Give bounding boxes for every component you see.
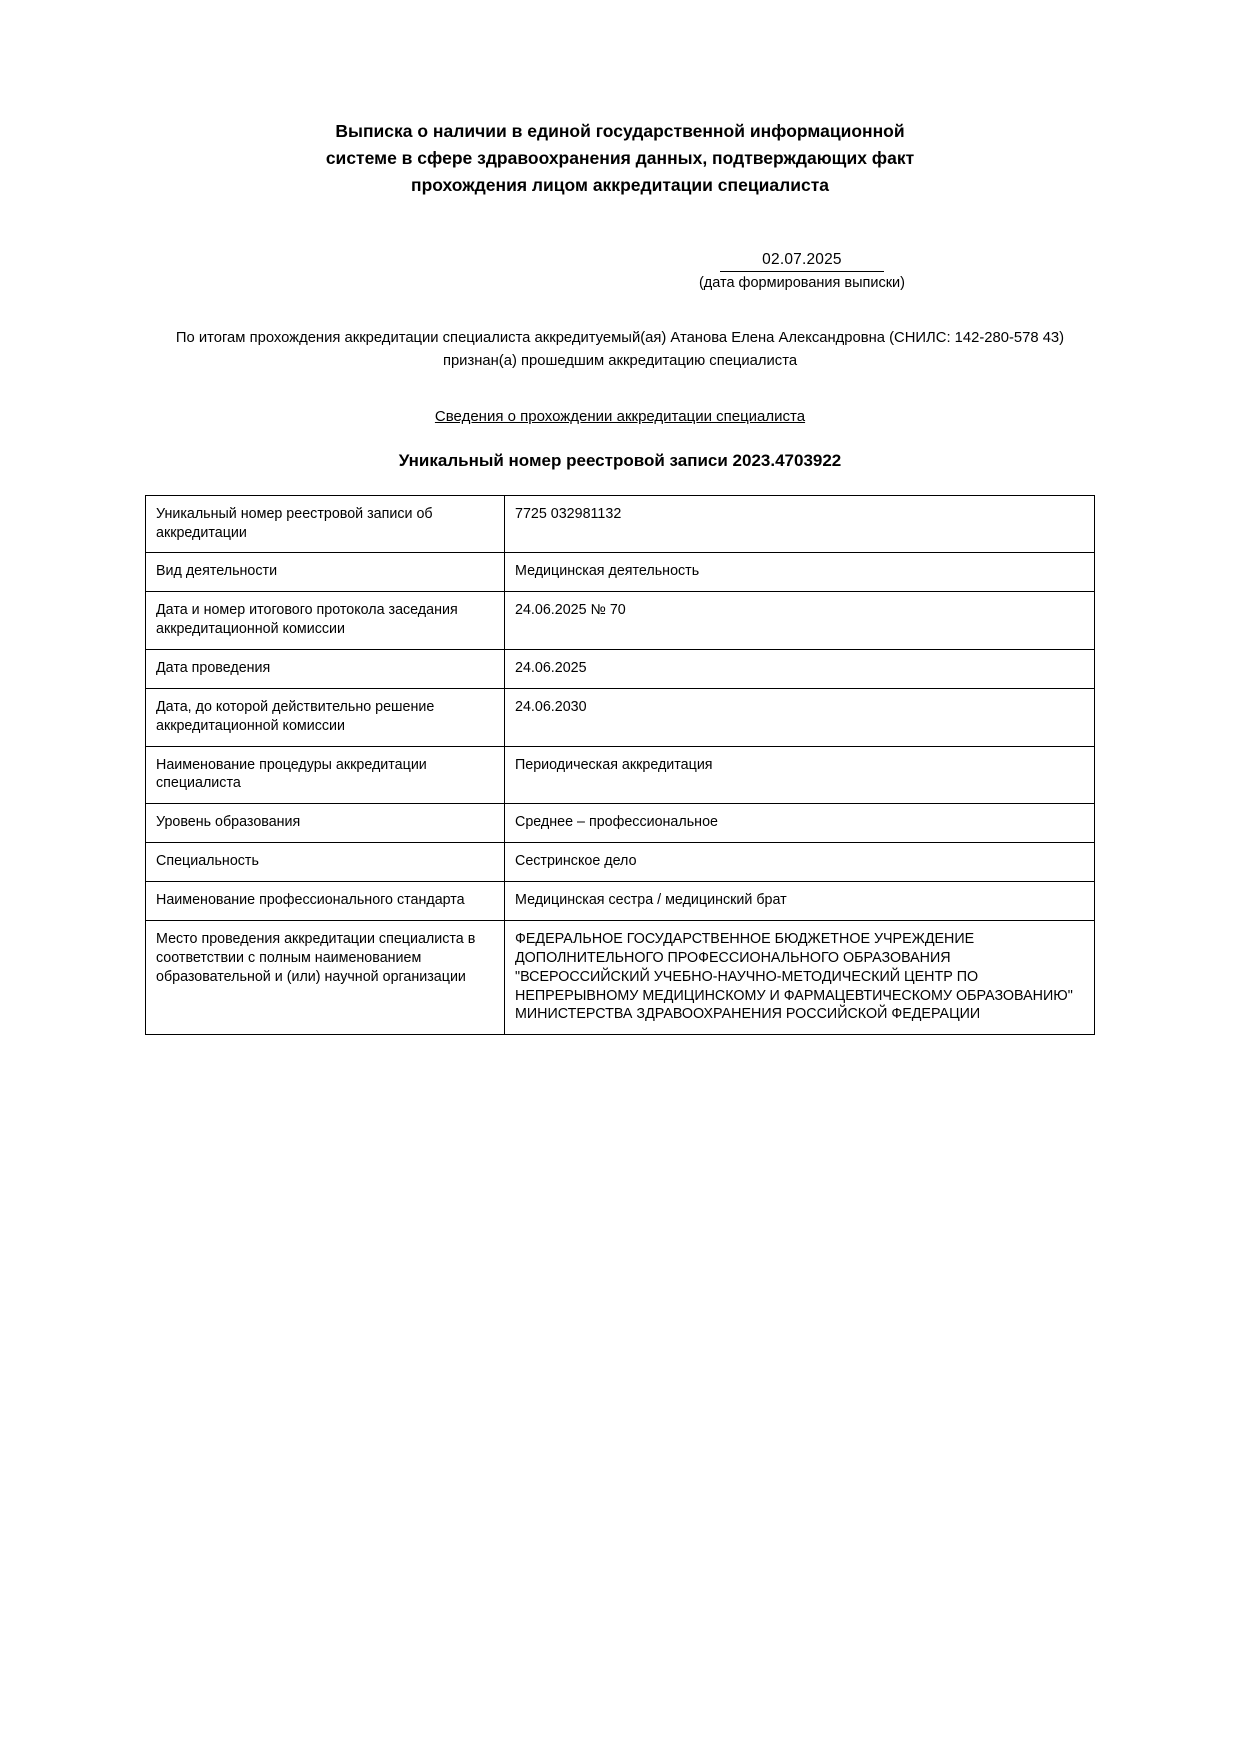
row-value: Периодическая аккредитация [505,746,1095,804]
document-title-line-3: прохождения лицом аккредитации специалиста [411,175,829,196]
table-row [146,882,1095,921]
table-row [146,688,1095,746]
row-value: Медицинская деятельность [505,553,1095,592]
document-title-line-1: Выписка о наличии в единой государственной информационной [335,121,905,141]
table-row [146,495,1095,553]
table-row [146,746,1095,804]
row-label: Наименование профессионального стандарта [146,882,505,921]
table-row [146,920,1095,1034]
row-label: Дата, до которой действительно решение аккредитационной комиссии [146,688,505,746]
row-label: Уникальный номер реестровой записи об аккредитации [146,495,505,553]
accreditation-details-table [145,495,1095,1035]
formation-date-caption: (дата формирования выписки) [698,275,905,292]
row-value: 7725 032981132 [505,495,1095,553]
row-label: Место проведения аккредитации специалиста в соответствии с полным наименованием образовательной и (или) научной организации [146,920,505,1034]
table-row [146,804,1095,843]
row-label: Уровень образования [146,804,505,843]
document-title [290,118,950,199]
row-label: Вид деятельности [146,553,505,592]
table-row [146,650,1095,689]
formation-date-block [145,251,1095,291]
intro-paragraph: По итогам прохождения аккредитации специалиста аккредитуемый(ая) Атанова Елена Александровна (СНИЛС: 142-280-578 43) признан(а) прошедшим аккредитацию специалиста [175,330,1065,369]
row-label: Дата и номер итогового протокола заседания аккредитационной комиссии [146,592,505,650]
formation-date-value: 02.07.2025 [720,251,884,272]
row-label: Специальность [146,843,505,882]
table-row [146,843,1095,882]
table-row [146,592,1095,650]
section-heading: Сведения о прохождении аккредитации специалиста [434,407,806,425]
row-value: Медицинская сестра / медицинский брат [505,882,1095,921]
table-row [146,553,1095,592]
row-value: Среднее – профессиональное [505,804,1095,843]
row-value: Сестринское дело [505,843,1095,882]
row-label: Дата проведения [146,650,505,689]
document-title-line-2: системе в сфере здравоохранения данных, подтверждающих факт [325,148,915,169]
row-value: 24.06.2030 [505,688,1095,746]
row-value: 24.06.2025 № 70 [505,592,1095,650]
formation-date-inner [699,251,905,291]
row-value: ФЕДЕРАЛЬНОЕ ГОСУДАРСТВЕННОЕ БЮДЖЕТНОЕ УЧРЕЖДЕНИЕ ДОПОЛНИТЕЛЬНОГО ПРОФЕССИОНАЛЬНОГО ОБРАЗОВАНИЯ "ВСЕРОССИЙСКИЙ УЧЕБНО-НАУЧНО-МЕТОДИЧЕСКИЙ ЦЕНТР ПО НЕПРЕРЫВНОМУ МЕДИЦИНСКОМУ И ФАРМАЦЕВТИЧЕСКОМУ ОБРАЗОВАНИЮ" МИНИСТЕРСТВА ЗДРАВООХРАНЕНИЯ РОССИЙСКОЙ ФЕДЕРАЦИИ [505,920,1095,1034]
row-value: 24.06.2025 [505,650,1095,689]
record-number: Уникальный номер реестровой записи 2023.4703922 [398,450,842,470]
row-label: Наименование процедуры аккредитации специалиста [146,746,505,804]
